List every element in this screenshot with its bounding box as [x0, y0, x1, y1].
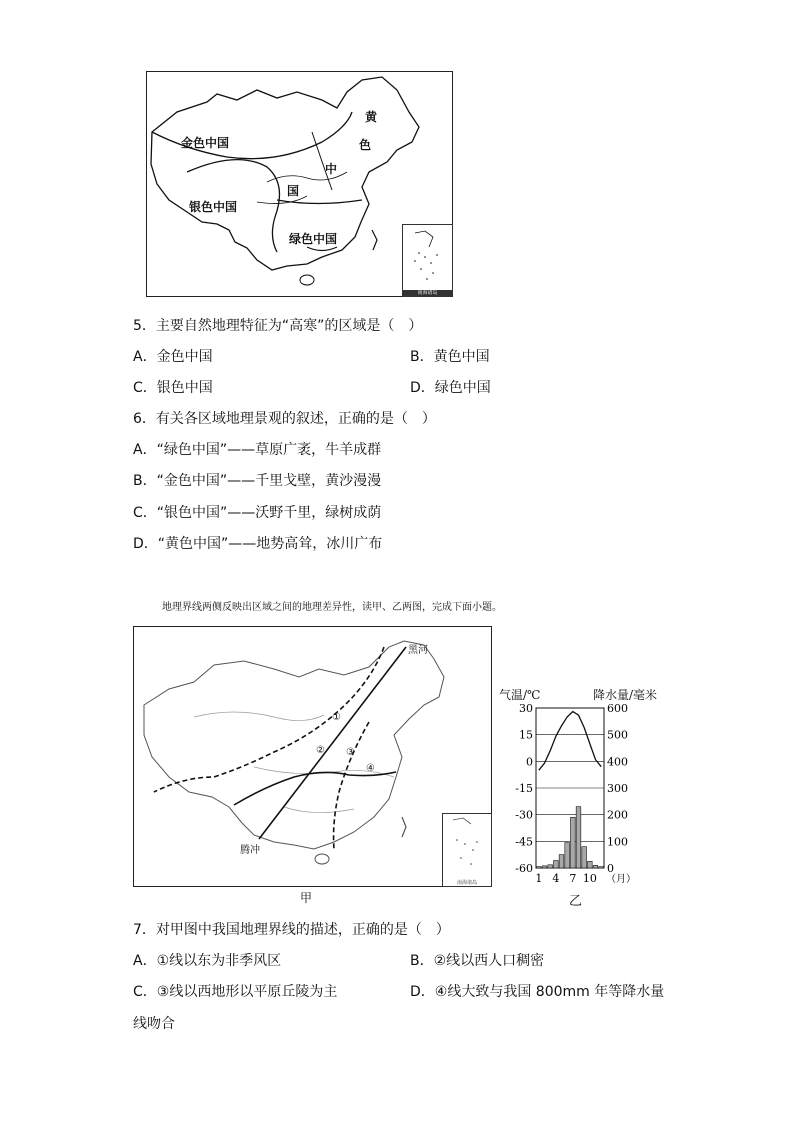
marker-line-2: ②: [316, 745, 325, 756]
label-yellow-2: 色: [359, 138, 372, 152]
inset-caption-2: 南海诸岛: [443, 880, 491, 886]
x-unit-label: （月）: [606, 874, 636, 885]
left-tick-label: 0: [526, 755, 533, 769]
q7-option-a[interactable]: A．①线以东为非季风区: [133, 953, 282, 969]
q5-option-c[interactable]: C．银色中国: [133, 380, 213, 396]
precip-bar: [554, 861, 559, 868]
right-tick-label: 200: [607, 808, 628, 822]
q6-option-a[interactable]: A．“绿色中国”——草原广袤，牛羊成群: [133, 442, 382, 458]
x-tick-label: 1: [535, 872, 543, 885]
chart-caption: 乙: [569, 894, 583, 909]
right-tick-label: 300: [607, 782, 628, 795]
precip-bar: [565, 843, 570, 868]
q6-option-c[interactable]: C．“银色中国”——沃野千里，绿树成荫: [133, 505, 382, 521]
inset-drawing-2: [443, 814, 491, 878]
inset-drawing: [403, 225, 452, 289]
precip-bar: [576, 807, 581, 868]
precip-bar: [548, 865, 553, 868]
right-tick-label: 600: [607, 702, 628, 715]
right-tick-label: 0: [607, 862, 614, 875]
q5-option-a[interactable]: A．金色中国: [133, 349, 213, 365]
left-tick-label: -45: [515, 835, 533, 849]
marker-line-3: ③: [346, 747, 355, 758]
label-yellow-1: 黄: [365, 110, 378, 124]
precip-bar: [559, 855, 564, 868]
label-yellow-4: 国: [287, 184, 300, 198]
x-tick-label: 4: [552, 872, 560, 885]
right-tick-label: 400: [607, 755, 628, 769]
precip-bar: [588, 861, 593, 868]
map-jia-caption: 甲: [300, 891, 313, 905]
boundary-map: [133, 626, 492, 887]
q7-option-d-continued: 线吻合: [133, 1016, 175, 1032]
precip-bar: [599, 867, 604, 868]
q7-option-d[interactable]: D．④线大致与我国 800mm 年等降水量: [410, 984, 665, 1000]
q5-stem: 5．主要自然地理特征为“高寒”的区域是（ ）: [133, 318, 423, 334]
intro-text: 地理界线两侧反映出区域之间的地理差异性，读甲、乙两图，完成下面小题。: [162, 602, 502, 613]
label-heihe: 黑河: [408, 645, 428, 656]
q6-option-b[interactable]: B．“金色中国”——千里戈壁，黄沙漫漫: [133, 473, 382, 489]
left-tick-label: 15: [519, 728, 533, 742]
label-tengchong: 腾冲: [240, 845, 260, 856]
right-tick-label: 500: [607, 728, 628, 742]
left-tick-label: -60: [515, 862, 533, 875]
q6-option-d[interactable]: D．“黄色中国”——地势高耸，冰川广布: [133, 536, 383, 552]
precip-bar: [542, 866, 547, 868]
label-green-china: 绿色中国: [289, 232, 338, 246]
q6-stem: 6．有关各区域地理景观的叙述，正确的是（ ）: [133, 411, 436, 427]
x-tick-label: 7: [569, 872, 577, 885]
left-tick-label: -15: [515, 782, 533, 795]
left-tick-label: 30: [519, 702, 533, 715]
left-tick-label: -30: [515, 808, 533, 822]
climate-chart: [506, 698, 656, 898]
label-silver-china: 银色中国: [189, 200, 238, 214]
right-tick-label: 100: [607, 835, 628, 849]
label-yellow-3: 中: [325, 162, 338, 176]
marker-line-4: ④: [366, 763, 375, 774]
chart-right-title: 降水量/毫米: [593, 688, 658, 702]
south-sea-inset: [402, 224, 453, 297]
south-sea-inset-2: [442, 813, 492, 887]
region-map: [146, 71, 453, 297]
label-gold-china: 金色中国: [181, 136, 230, 150]
chart-left-title: 气温/℃: [499, 688, 541, 702]
precip-bar: [571, 817, 576, 868]
precip-bar: [537, 867, 542, 868]
q7-option-c[interactable]: C．③线以西地形以平原丘陵为主: [133, 984, 338, 1000]
q5-option-d[interactable]: D．绿色中国: [410, 380, 491, 396]
marker-line-1: ①: [332, 712, 341, 723]
x-tick-label: 10: [582, 872, 597, 885]
inset-caption: 南海诸岛: [403, 290, 452, 296]
q7-option-b[interactable]: B．②线以西人口稠密: [410, 953, 545, 969]
precip-bar: [582, 847, 587, 868]
q5-option-b[interactable]: B．黄色中国: [410, 349, 490, 365]
q7-stem: 7．对甲图中我国地理界线的描述，正确的是（ ）: [133, 922, 450, 938]
precip-bar: [593, 865, 598, 868]
boundary-map-drawing: [134, 627, 491, 886]
